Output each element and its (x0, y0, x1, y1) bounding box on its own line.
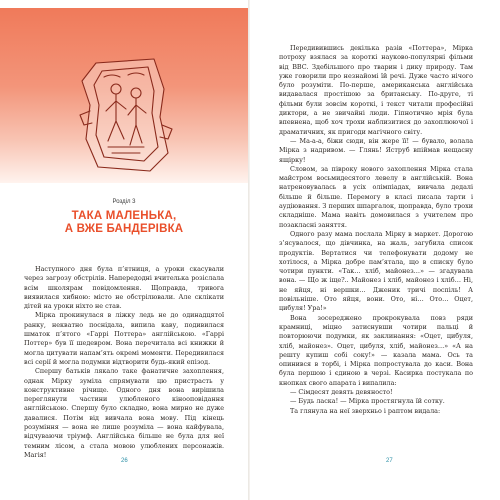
paragraph: Та глянула на неї зверхньо і раптом видала: (290, 406, 441, 415)
chapter-title-line-2: А ВЖЕ БАНДЕРІВКА (64, 223, 184, 235)
chapter-label: Розділ 3 (112, 199, 136, 205)
paragraph: Одного разу мама послала Мірку в маркет. Дорогою з’ясувалося, що дівчинка, на жаль, загубила список продуктів. Вертатися чи телефонувати додому не хотілося, а Мірка добре пам’ятала, що в списку було чотири пункти. «Так… хліб, майонез…» — згадувала вона. — Що ж іще?.. Майонез і хліб, майонез і хліб… Ні, не яйця, ні вершки… Дженик тричі поспіль! А повільніше. Ото яйця, вони. Ото, ні… Ото… Оцет, цибуля! Ура!» (279, 229, 473, 313)
paragraph: Передивившись декілька разів «Поттера», Мірка потроху взялася за короткі науково-популярні фільми від BBC. Здебільшого про тварин і дику природу. Там уже говорили про незнайомі їй речі. Дуже часто нічого було розуміти. По-перше, американська англійська видавалася простішою за британську. По-друге, ті фільми були зовсім короткі, і текст читали професійні диктори, а не звичайні люди. Гіпнотично мрія була впевнена, щоб хоч трохи наблизитися до захоплюючої і драматичних, як пригоди магічного світу. (279, 44, 473, 136)
paragraph: Спершу батьків лякало таке фанатичне захоплення, однак Мірку зуміла спрямувати цю пристрасть у конструктивне річище. Одного дня вона вирішила переглянути частини улюбленого кінооповідання англійською. Спершу було складно, вона мирно не дуже давалися. Потім від вивчала вона мову. Під кінець розуміння — вона не лише розуміла — вона кайфувала, відчуваючи тріумф. Англійська більше не була для неї темним лісом, а стала мовою улюблених персонажів. Магія! (24, 367, 224, 459)
paragraph: — Сімдесят девять девяносто! (290, 387, 393, 396)
chapter-title (0, 210, 248, 236)
paragraph: — Ма-а-а, біжи сюди, він жере її! — бувало, волала Мірка з надривом. — Глянь! Яструб впіймав нещасну ящірку! (279, 136, 473, 164)
paragraph: Словом, за півроку нового захоплення Мірка стала майстром восьмидесятого левелу в англійській. Вона натреновувалась в усіх олімпіадах, вивчала дедалі більше й більше. Перемогу в класі писала тарти і аудіювання. З перших шпаргалок, щоправда, було трохи складніше. Мама навіть домовилася з учителем про позакласні заняття. (279, 164, 473, 229)
paragraph: Вона зосереджено прокрокувала повз ряди крамниці, міцно затиснувши чотири пальці й повторюючи подумки, як заклинання: «Оцет, цибуля, хліб, майонез». Оцет, цибуля, хліб, майонез…» «А на решту купиш собі соку!» — казала мама. Ось та опинився в торбі, і Мірка попростувала до каси. Вона була першою і єдиною в черзі. Касирка постукала по кнопках свого апарата і випалила: (279, 313, 473, 387)
left-page-text (24, 265, 224, 460)
page-number-right: 27 (386, 458, 393, 464)
chapter-title-line-1: ТАКА МАЛЕНЬКА, (71, 210, 177, 222)
paragraph: Мірка прокинулася в ліжку ледь не до одинадцятої ранку, некватно поснідала, випила каву, подивилася шматок п’ятого «Гаррі Поттера» англійською. «Гаррі Поттер» був її шедевром. Вона перечитала всі книжки й могла цитувати напам’ять окремі моменти. Передивилася всі серії й могла подумки відтворити будь-який епізод. (24, 311, 224, 366)
right-page-text (279, 44, 473, 416)
paragraph: — Будь ласка! — Мірка простягнула їй сотку. (290, 397, 445, 406)
page-number-left: 26 (121, 458, 128, 464)
chapter-illustration (68, 55, 183, 175)
paragraph: Наступного дня була п’ятниця, а уроки скасували через загрозу обстрілів. Напередодні вчителька розіслала всім школярам повідомлення. Щоправда, тривога виявилася хибною: місто не обстрілювали. Але склікати дітей на уроки ніхто не став. (24, 265, 224, 311)
